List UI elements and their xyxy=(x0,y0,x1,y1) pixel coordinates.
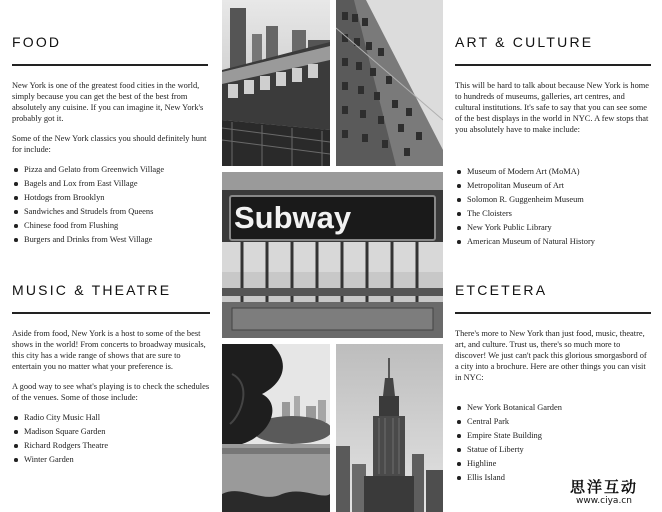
art-intro: This will be hard to talk about because New York is home to hundreds of museums, galleries, art centres, and cultural institutions. It's safe to say that you can see some of the best displays in the world in NYC. A few stops that you absolutely have to make include: xyxy=(455,81,649,134)
list-item: Central Park xyxy=(455,415,651,429)
etc-section xyxy=(455,282,651,485)
subway-entrance-photo xyxy=(222,172,443,338)
list-item: American Museum of Natural History xyxy=(455,235,651,249)
list-item: Radio City Music Hall xyxy=(12,411,210,425)
list-item: New York Botanical Garden xyxy=(455,401,651,415)
list-item: Richard Rodgers Theatre xyxy=(12,439,210,453)
list-item: New York Public Library xyxy=(455,221,651,235)
watermark xyxy=(548,478,660,510)
empire-state-photo xyxy=(336,344,443,512)
elevated-train-photo xyxy=(222,0,330,166)
music-list xyxy=(12,411,210,467)
food-list xyxy=(12,163,208,247)
list-item: Chinese food from Flushing xyxy=(12,219,208,233)
list-item: The Cloisters xyxy=(455,207,651,221)
food-section xyxy=(12,34,208,247)
list-item: Burgers and Drinks from West Village xyxy=(12,233,208,247)
list-item: Madison Square Garden xyxy=(12,425,210,439)
etc-rule xyxy=(455,312,651,314)
music-rule xyxy=(12,312,210,314)
list-item: Pizza and Gelato from Greenwich Village xyxy=(12,163,208,177)
list-item: Highline xyxy=(455,457,651,471)
list-item: Bagels and Lox from East Village xyxy=(12,177,208,191)
central-park-photo xyxy=(222,344,330,512)
etc-intro: There's more to New York than just food, music, theatre, art, and culture. Trust us, there's so much more to discover! We just can't pack this glorious smorgasbord of a city into a brochure. Here are other things you can visit in NYC: xyxy=(455,329,647,382)
subway-sign-text: Subway xyxy=(234,200,352,235)
food-heading: FOOD xyxy=(12,34,62,50)
etc-heading: ETCETERA xyxy=(455,282,548,298)
list-item: Metropolitan Museum of Art xyxy=(455,179,651,193)
art-section xyxy=(455,34,651,249)
watermark-brand: 思洋互动 xyxy=(569,478,638,496)
art-rule xyxy=(455,64,651,66)
list-item: Empire State Building xyxy=(455,429,651,443)
list-item: Hotdogs from Brooklyn xyxy=(12,191,208,205)
flatiron-building-photo xyxy=(336,0,443,166)
list-item: Solomon R. Guggenheim Museum xyxy=(455,193,651,207)
list-item: Winter Garden xyxy=(12,453,210,467)
list-item: Statue of Liberty xyxy=(455,443,651,457)
music-lead: A good way to see what's playing is to check the schedules of the venues. Some of those include: xyxy=(12,382,210,402)
art-heading: ART & CULTURE xyxy=(455,34,594,50)
list-item: Sandwiches and Strudels from Queens xyxy=(12,205,208,219)
art-list xyxy=(455,165,651,249)
etc-list xyxy=(455,401,651,485)
food-lead: Some of the New York classics you should definitely hunt for include: xyxy=(12,134,207,154)
music-heading: MUSIC & THEATRE xyxy=(12,282,172,298)
watermark-url: www.ciya.cn xyxy=(576,496,632,506)
music-section xyxy=(12,282,210,467)
list-item: Museum of Modern Art (MoMA) xyxy=(455,165,651,179)
food-rule xyxy=(12,64,208,66)
food-intro: New York is one of the greatest food cities in the world, simply because you can get the best of the best from absolutely any cuisine. If you can imagine it, New York's probably got it. xyxy=(12,81,204,123)
music-intro: Aside from food, New York is a host to some of the best shows in the world! From concerts to broadway musicals, this city has a wide range of shows that are sure to entertain you no matter what your preference is. xyxy=(12,329,206,371)
list-item: Ellis Island xyxy=(455,471,651,485)
